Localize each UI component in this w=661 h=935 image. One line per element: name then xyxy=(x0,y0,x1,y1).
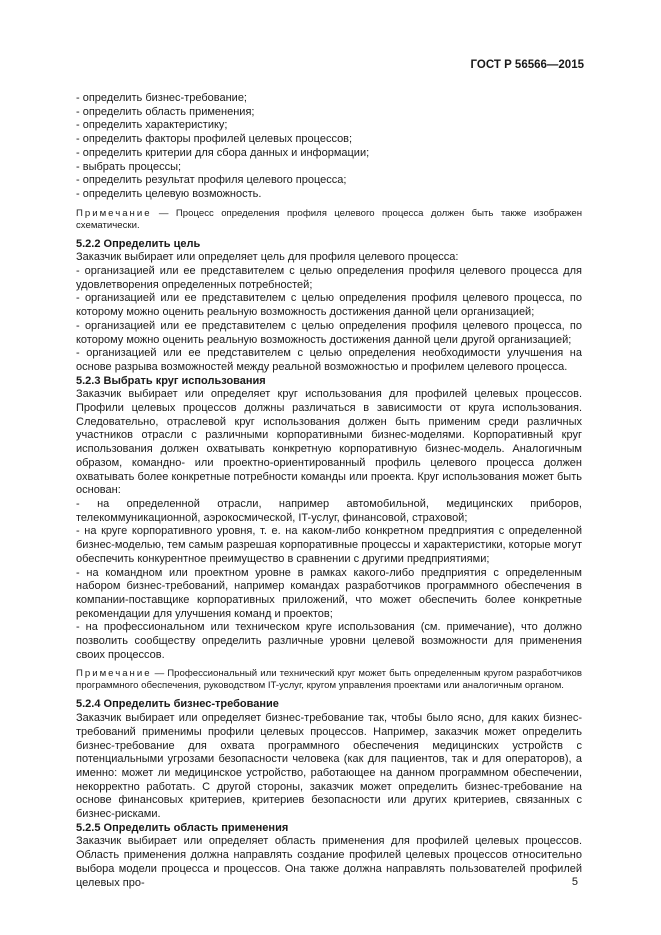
list-item: - определить бизнес-требование; xyxy=(76,92,247,104)
section-heading: 5.2.4 Определить бизнес-требование xyxy=(76,698,279,711)
list-item: - определить характеристику; xyxy=(76,119,228,132)
list-item: - организацией или ее представителем с целью определения профиля целевого процесса, по которому можно оценить реальную возможность достижения данной цели организацией; xyxy=(76,292,582,319)
paragraph: Заказчик выбирает или определяет круг использования для профилей целевых процессов. Профили целевых процессов должны различаться в зависимости от круга использования. Следовательно, отраслевой круг использования должен быть применим среди различных участников отрасли с различными корпоративными бизнес-моделями. Корпоративный круг использования должен охватывать конкретную корпоративную бизнес-модель. Аналогичным образом, командно- или проектно-ориентированный профиль целевого процесса должен охватывать более конкретные потребности команды или проекта. Круг использования может быть основан: xyxy=(76,388,582,497)
section-heading: 5.2.2 Определить цель xyxy=(76,237,201,250)
page-content xyxy=(76,92,582,890)
list-item: - на круге корпоративного уровня, т. е. на каком-либо конкретном предприятия с определенной бизнес-моделью, тем самым разрешая корпоративные процессы и характеристики, которые могут обеспечить конкурентное преимущество в сравнении с другими предприятиями; xyxy=(76,525,582,565)
paragraph: Заказчик выбирает или определяет цель для профиля целевого процесса: xyxy=(76,251,459,264)
list-item: - определить результат профиля целевого процесса; xyxy=(76,174,347,187)
section-heading: 5.2.3 Выбрать круг использования xyxy=(76,374,266,387)
list-item: - выбрать процессы; xyxy=(76,160,182,173)
paragraph: Заказчик выбирает или определяет бизнес-требование так, чтобы было ясно, для каких бизнес-требований применимы профили целевых процессов. Например, заказчик может определить бизнес-требование для охвата программного обеспечения медицинских устройств с потенциальными угрозами безопасности человека (как для пациентов, так и для операторов), а именно: может ли медицинское устройство, работающее на данном программном обеспечении, некорректно работать. С другой стороны, заказчик может определить бизнес-требование на основе финансовых критериев, критериев безопасности или других критериев, связанных с бизнес-рисками. xyxy=(76,712,582,821)
document-header: ГОСТ Р 56566—2015 xyxy=(470,59,584,71)
note-label: Примечание xyxy=(76,207,152,219)
list-item: - на командном или проектном уровне в рамках какого-либо предприятия с определенным набором бизнес-требований, например командах разработчиков программного обеспечения в компании-поставщике корпоративных приложений, что может обеспечить более конкретные рекомендации для улучшения команд и проектов; xyxy=(76,566,582,620)
note-label: Примечание xyxy=(76,668,152,680)
paragraph: Заказчик выбирает или определяет область применения для профилей целевых процессов. Область применения должна направлять создание профилей целевых процессов относительно выбора модели процесса и процессов. Она также должна направлять пользователей профилей целевых про- xyxy=(76,835,582,889)
note-text: — Профессиональный или технический круг может быть определенным кругом разработчиков программного обеспечения, руководством IT-услуг, кругом управления проектами или аналогичным органом. xyxy=(76,668,582,692)
note-2 xyxy=(76,668,582,692)
step-list xyxy=(76,92,582,202)
list-item: - определить критерии для сбора данных и информации; xyxy=(76,146,370,159)
list-item: - определить целевую возможность. xyxy=(76,187,262,200)
list-item: - организацией или ее представителем с целью определения профиля целевого процесса для удовлетворения определенных потребностей; xyxy=(76,265,582,291)
list-item: - организацией или ее представителем с целью определения профиля целевого процесса, по которому можно оценить реальную возможность достижения данной цели другой организацией; xyxy=(76,319,582,346)
list-item: - на профессиональном или техническом круге использования (см. примечание), что должно позволить сообществу определить различные уровни целевой возможности для применения своих процессов. xyxy=(76,621,582,661)
list-item: - определить область применения; xyxy=(76,105,255,118)
list-item: - на определенной отрасли, например автомобильной, медицинских приборов, телекоммуникационной, аэрокосмической, IT-услуг, финансовой, страховой; xyxy=(76,497,582,524)
section-heading: 5.2.5 Определить область применения xyxy=(76,821,289,834)
note-text: — Процесс определения профиля целевого процесса должен быть также изображен схематически. xyxy=(76,207,582,231)
list-item: - организацией или ее представителем с целью определения необходимости улучшения на основе разрыва возможностей между реальной возможностью и профилем целевого процесса. xyxy=(76,347,582,373)
page-number: 5 xyxy=(571,876,578,888)
list-item: - определить факторы профилей целевых процессов; xyxy=(76,133,353,146)
note-1 xyxy=(76,208,582,232)
